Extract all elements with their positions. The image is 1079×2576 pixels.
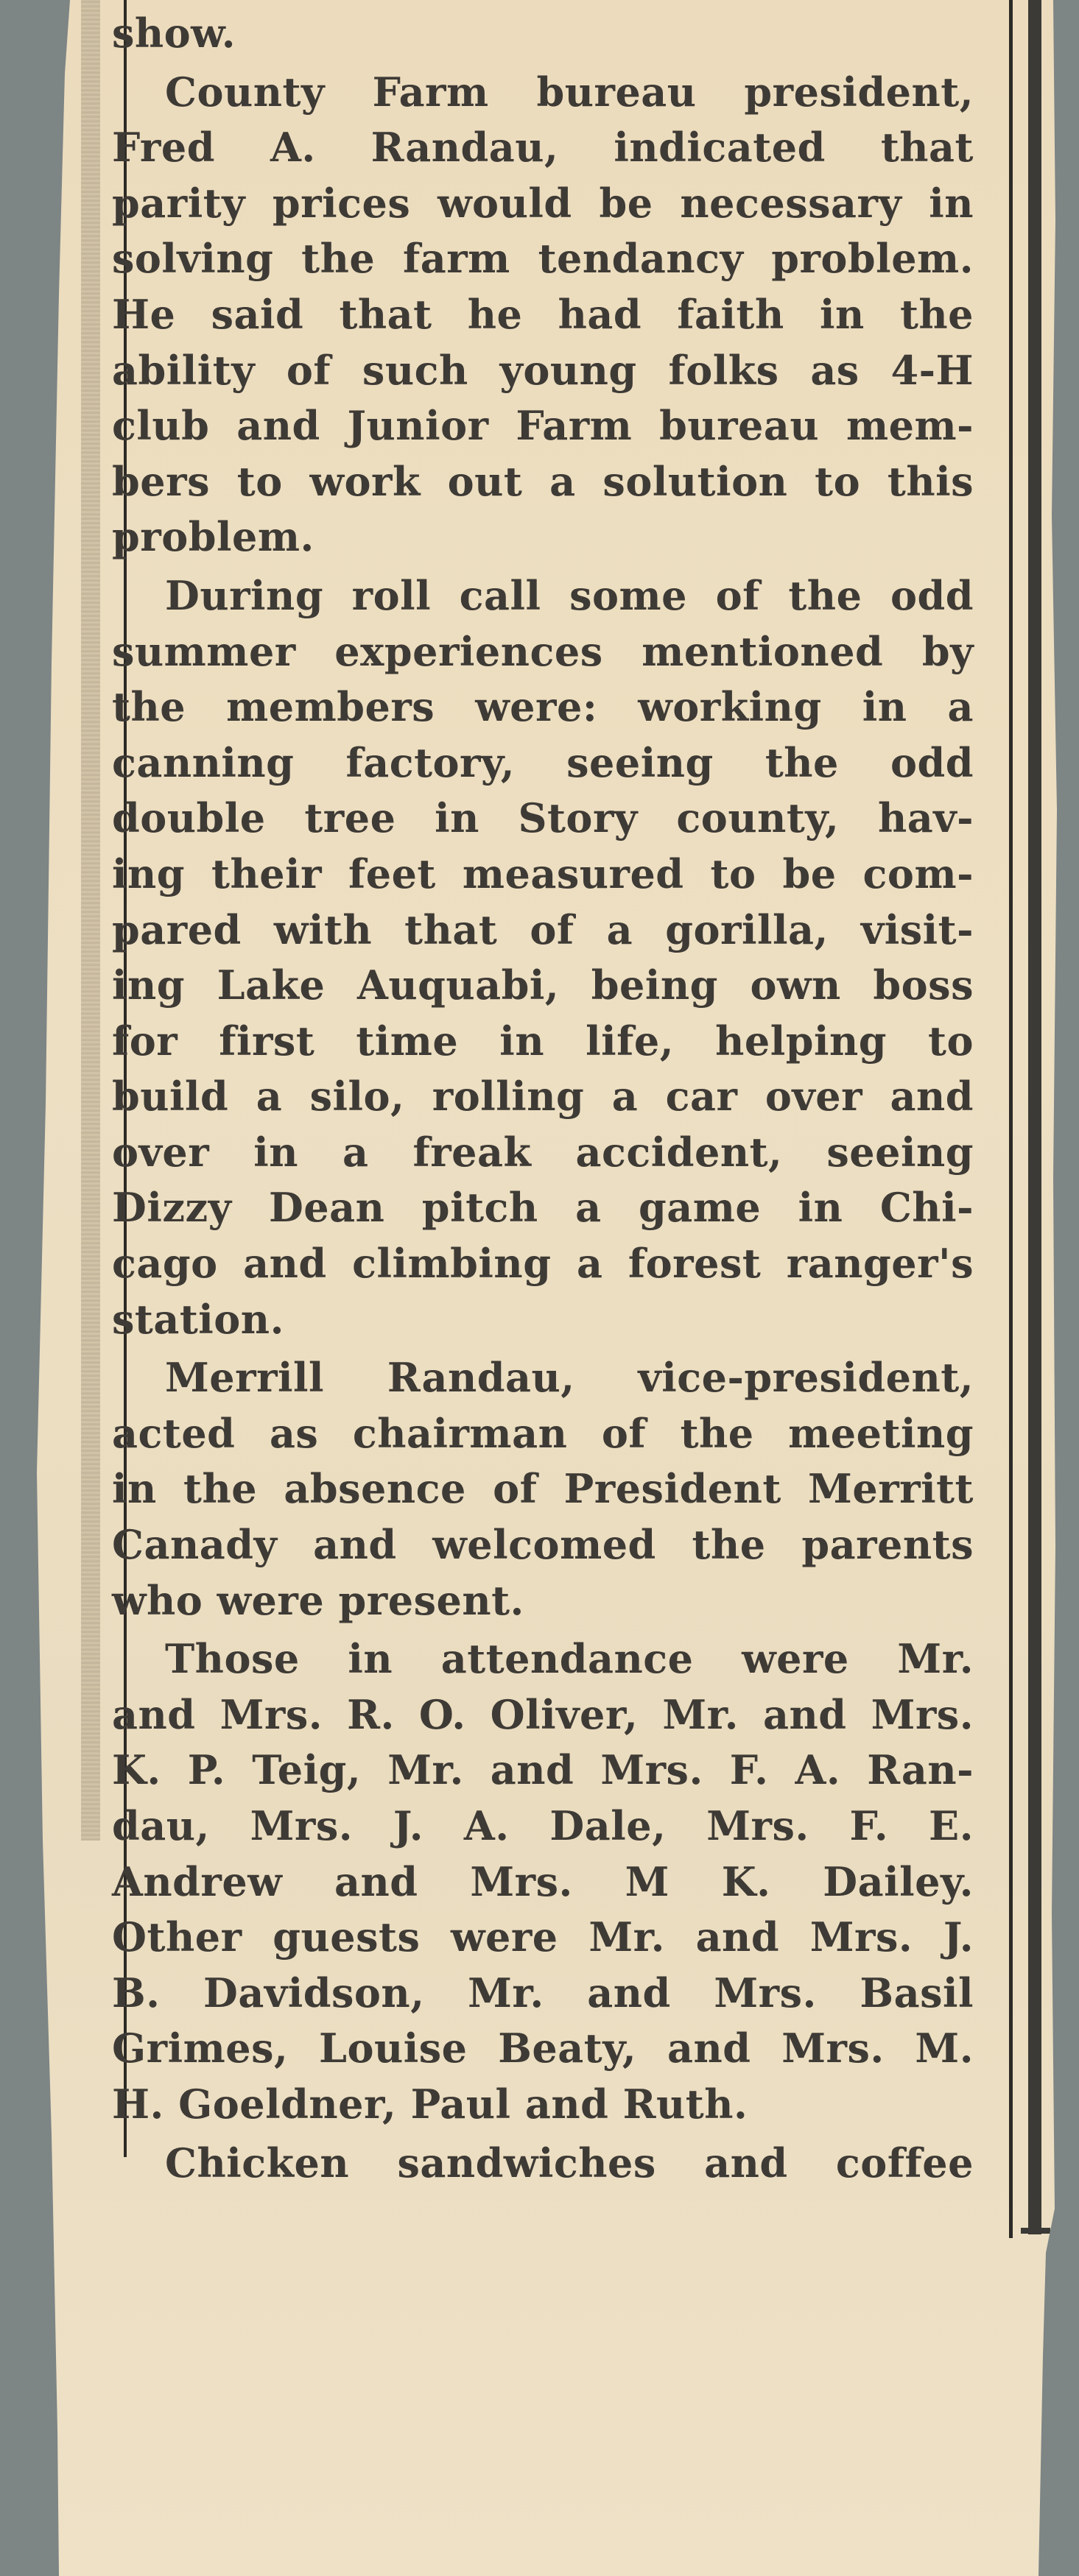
article-line: who were present. — [112, 1576, 524, 1624]
article-line: acted as chairman of the meeting — [112, 1409, 974, 1457]
article-line: dau, Mrs. J. A. Dale, Mrs. F. E. — [112, 1802, 974, 1849]
article-paragraph — [112, 568, 974, 1347]
article-line: station. — [112, 1295, 284, 1343]
article-line: Grimes, Louise Beaty, and Mrs. M. — [112, 2025, 974, 2072]
article-line: During roll call some of the odd — [165, 571, 974, 619]
article-line: H. Goeldner, Paul and Ruth. — [112, 2080, 748, 2128]
article-line: summer experiences mentioned by — [112, 627, 974, 675]
article-line: show. — [112, 10, 236, 57]
article-line: K. P. Teig, Mr. and Mrs. F. A. Ran- — [112, 1746, 974, 1794]
article-line: double tree in Story county, hav- — [112, 794, 974, 842]
article-line: Fred A. Randau, indicated that — [112, 124, 974, 172]
column-border-foot — [1021, 2228, 1050, 2234]
article-line: Andrew and Mrs. M K. Dailey. — [112, 1857, 974, 1905]
article-line: Those in attendance were Mr. — [165, 1635, 974, 1683]
article-line: ability of such young folks as 4-H — [112, 346, 974, 394]
article-line: Dizzy Dean pitch a game in Chi- — [112, 1184, 974, 1232]
article-body — [112, 6, 974, 2191]
article-line: and Mrs. R. O. Oliver, Mr. and Mrs. — [112, 1690, 974, 1738]
article-line: problem. — [112, 513, 314, 561]
article-line: ing their feet measured to be com- — [112, 850, 974, 897]
article-line: parity prices would be necessary in — [112, 179, 974, 227]
article-line: cago and climbing a forest ranger's — [112, 1240, 974, 1288]
article-line: Canady and welcomed the parents — [112, 1521, 974, 1569]
column-rule-right — [1009, 0, 1013, 2238]
article-line: in the absence of President Merritt — [112, 1465, 974, 1513]
article-line: Other guests were Mr. and Mrs. J. — [112, 1913, 974, 1961]
article-line: B. Davidson, Mr. and Mrs. Basil — [112, 1969, 974, 2016]
article-line: over in a freak accident, seeing — [112, 1128, 974, 1176]
article-line: the members were: working in a — [112, 683, 974, 731]
column-border-right — [1028, 0, 1041, 2234]
article-paragraph — [112, 65, 974, 565]
article-paragraph — [112, 1631, 974, 2132]
article-paragraph — [112, 2136, 974, 2192]
article-line: bers to work out a solution to this — [112, 457, 974, 505]
article-line: ing Lake Auquabi, being own boss — [112, 961, 974, 1009]
article-line: for first time in life, helping to — [112, 1017, 974, 1065]
article-line: County Farm bureau president, — [165, 68, 974, 116]
article-paragraph — [112, 1350, 974, 1628]
article-line: solving the farm tendancy problem. — [112, 235, 974, 283]
article-line: Chicken sandwiches and coffee — [165, 2139, 974, 2187]
article-line: canning factory, seeing the odd — [112, 738, 974, 786]
article-line: Merrill Randau, vice-president, — [165, 1354, 974, 1402]
torn-edge-shading — [81, 0, 100, 1841]
article-line: club and Junior Farm bureau mem- — [112, 402, 974, 450]
article-line: pared with that of a gorilla, visit- — [112, 906, 974, 953]
article-line: build a silo, rolling a car over and — [112, 1073, 974, 1121]
article-line: He said that he had faith in the — [112, 290, 974, 338]
